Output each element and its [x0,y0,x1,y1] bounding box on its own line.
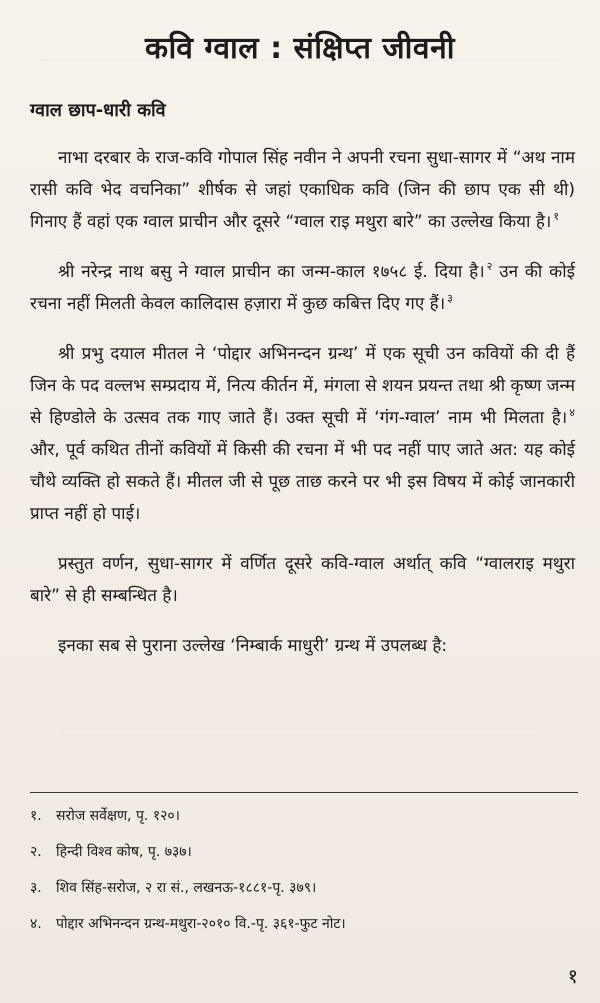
footnote-number: १. [30,808,42,824]
footnote-ref: ४ [569,406,575,420]
footnote-text: हिन्दी विश्व कोष, पृ. ७३७। [56,844,192,860]
footnote-divider [30,792,578,793]
bleed-through-decoration [60,735,540,750]
footnote-item [30,806,578,842]
paragraph: इनका सब से पुराना उल्लेख ‘निम्बार्क माधुरी’ ग्रन्थ में उपलब्ध है: [58,636,448,656]
footnote-text: पोद्दार अभिनन्दन ग्रन्थ-मथुरा-२०१० वि.-पृ. ३६१-फुट नोट। [56,916,346,932]
footnote-item [30,842,578,878]
footnote-text: शिव सिंह-सरोज, २ रा सं., लखनऊ-१८८१-पृ. ३७९। [56,880,317,896]
body-text [30,142,575,680]
footnote-text: सरोज सर्वेक्षण, पृ. १२०। [56,808,180,824]
page-number: १ [567,964,578,988]
paragraph: नाभा दरबार के राज-कवि गोपाल सिंह नवीन ने अपनी रचना सुधा-सागर में “अथ नाम रासी कवि भेद वचनिका” शीर्षक से जहां एकाधिक कवि (जिन की छाप एक सी थी) गिनाए हैं वहां एक ग्वाल प्राचीन और दूसरे “ग्वाल राइ मथुरा बारे” का उल्लेख किया है। $^१$ [30,148,575,232]
footnote-number: २. [30,844,42,860]
footnote-number: ३. [30,880,42,896]
paragraph: श्री प्रभु दयाल मीतल ने ‘पोद्दार अभिनन्दन ग्रन्थ’ में एक सूची उन कवियों की दी हैं जिन के पद वल्लभ सम्प्रदाय में, नित्य कीर्तन में, मंगला से शयन प्रयन्त तथा श्री कृष्ण जन्म से हिण्डोले के उत्सव तक गाए जाते हैं। उक्त सूची में ‘गंग-ग्वाल’ नाम भी मिलता है। $^४$ और, पूर्व कथित तीनों कवियों में किसी की रचना में भी पद नहीं पाए जाते अत: यह कोई चौथे व्यक्ति हो सकते हैं। मीतल जी से पूछ ताछ करने पर भी इस विषय में कोई जानकारी प्राप्त नहीं हो पाई। [30,344,575,524]
footnote-ref: २ [486,260,493,274]
paragraph: प्रस्तुत वर्णन, सुधा-सागर में वर्णित दूसरे कवि-ग्वाल अर्थात् कवि “ग्वालराइ मथुरा बारे” से ही सम्बन्धित है। [30,554,575,606]
footnote-item [30,914,578,950]
footnote-ref: ३ [447,292,453,306]
page-title: कवि ग्वाल : संक्षिप्त जीवनी [144,31,455,66]
footnote-number: ४. [30,916,42,932]
paragraph: श्री नरेन्द्र नाथ बसु ने ग्वाल प्राचीन का जन्म-काल १७५८ ई. दिया है। $^२$ उन की कोई रचना नहीं मिलती केवल कालिदास हज़ारा में कुछ कबित्त दिए गए हैं। $^३$ [30,260,575,314]
footnotes [30,806,578,950]
footnote-ref: १ [553,210,560,224]
footnote-item [30,878,578,914]
section-heading: ग्वाल छाप-धारी कवि [30,100,166,121]
